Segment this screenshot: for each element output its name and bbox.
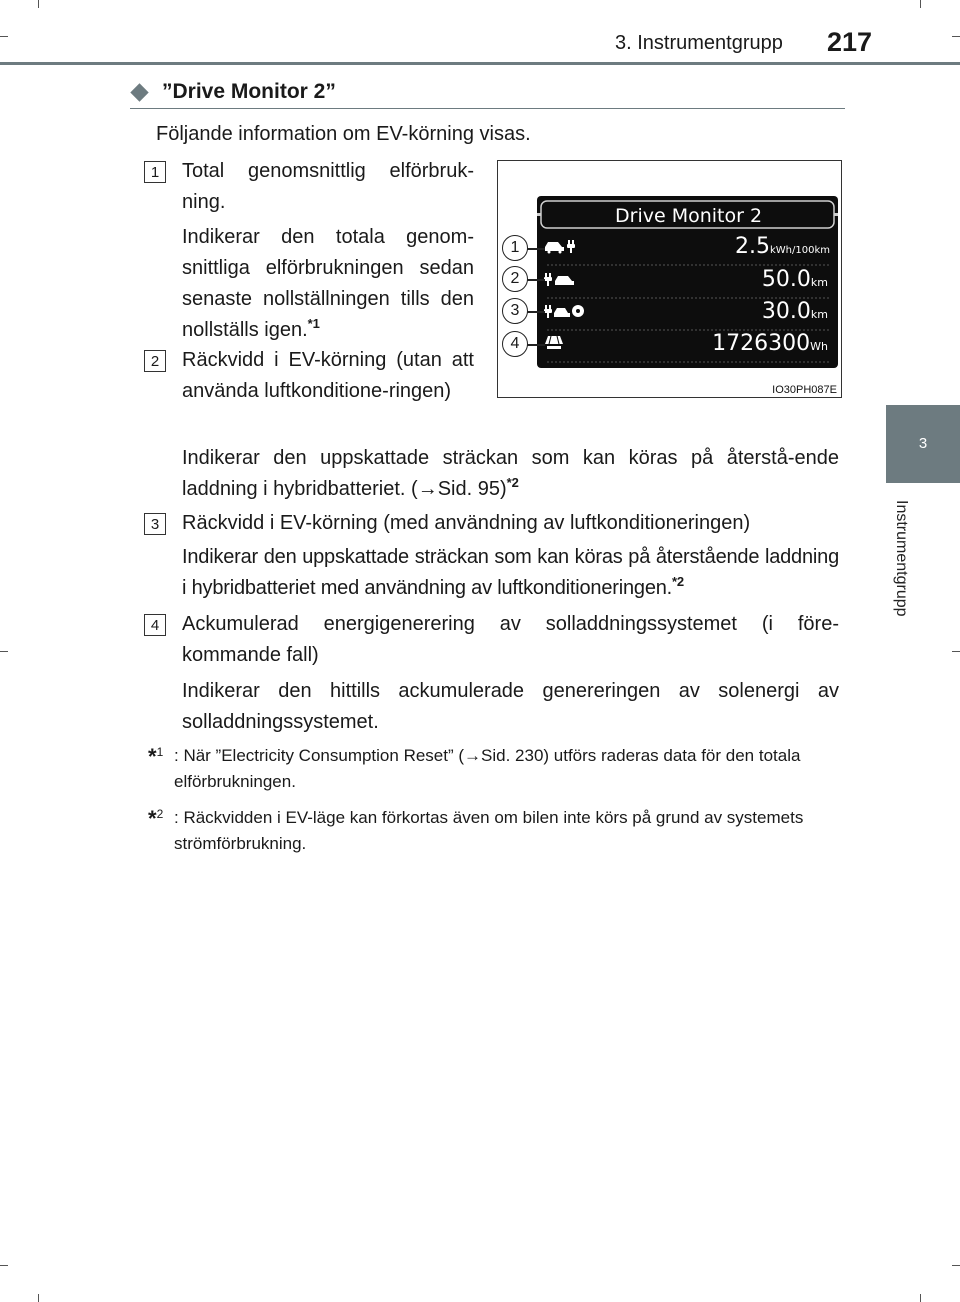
footnote-ref: *2 [506,475,519,490]
solar-panel-icon [545,336,563,349]
item-1-title: Total genomsnittlig elförbruk-ning. [182,160,474,213]
crop-mark [38,0,39,8]
section-title: ”Drive Monitor 2” [162,80,336,103]
consumption-value: 2.5 [734,234,770,259]
callout-4: 4 [502,331,528,357]
solar-energy-unit: Wh [810,340,828,353]
range-with-ac-unit: km [810,308,828,321]
crop-mark [0,36,8,37]
item-2-title: Räckvidd i EV-körning (utan att använda luftkonditione-ringen) [182,349,474,402]
consumption-unit: kWh/100km [769,245,830,256]
range-with-ac-value: 30.0 [761,299,811,324]
footnote-2-mark [148,801,163,832]
crop-mark [952,36,960,37]
item-4-description: Indikerar den hittills ackumulerade genereringen av solenergi av solladdningssystemet. [182,680,839,733]
item-number-1: 1 [144,161,166,183]
chapter-tab: 3 [886,405,960,483]
item-1-description-text: Indikerar den totala genom-snittliga elförbrukningen sedan senaste nollställningen tills den nollställs igen. [182,226,474,341]
row-4-value [712,331,828,356]
item-2-description-text: Indikerar den uppskattade sträckan som kan köras på återstå-ende laddning i hybridbatteriet. (→Sid. 95) [182,447,839,500]
section-rule [130,108,845,109]
asterisk: * [148,806,157,831]
solar-energy-value: 1726300 [712,331,811,356]
figure-id: IO30PH087E [772,384,837,396]
callout-line [527,248,545,250]
item-number-4: 4 [144,614,166,636]
footnote-index: 1 [156,745,164,759]
footnote-index: 2 [156,807,164,821]
crop-mark [920,1294,921,1302]
item-1-description [182,222,474,346]
chapter-label-text: Instrumentgrupp [893,500,910,617]
screen-title: Drive Monitor 2 [615,205,763,227]
item-2-description [182,443,839,505]
plug-car-icon [544,273,574,286]
crop-mark [38,1294,39,1302]
header-section-title: 3. Instrumentgrupp [615,32,783,54]
range-without-ac-value: 50.0 [761,267,811,292]
footnote-2 [148,805,840,857]
plug-car-fan-icon [544,305,584,318]
crop-mark [0,651,8,652]
chapter-tab-label [880,500,920,650]
footnote-ref: *2 [672,574,684,589]
callout-line [527,344,545,346]
car-plug-icon [545,240,575,254]
item-number-3: 3 [144,513,166,535]
range-without-ac-unit: km [810,276,828,289]
callout-3: 3 [502,298,528,324]
callout-line [527,311,545,313]
intro-text: Följande information om EV-körning visas. [156,123,531,145]
drive-monitor-figure [497,160,842,398]
footnote-2-text: : Räckvidden i EV-läge kan förkortas även om bilen inte körs på grund av systemets strömförbrukning. [174,808,804,853]
item-3-description [182,542,839,604]
callout-2: 2 [502,266,528,292]
row-3-value [762,299,828,324]
item-3-description-text: Indikerar den uppskattade sträckan som kan köras på återstående laddning i hybridbatteriet med användning av luftkonditioneringen. [182,546,839,599]
crop-mark [920,0,921,8]
asterisk: * [148,744,157,769]
footnote-1-mark [148,739,163,770]
page-number: 217 [827,27,873,57]
display-screen [537,196,838,368]
crop-mark [952,1265,960,1266]
row-1-value [735,234,830,259]
footnote-1 [148,743,840,795]
callout-1: 1 [502,235,528,261]
footnote-ref: *1 [307,316,320,331]
row-2-value [762,267,828,292]
item-3-title: Räckvidd i EV-körning (med användning av luftkonditioneringen) [182,512,751,534]
item-4-title: Ackumulerad energigenerering av solladdningssystemet (i före-kommande fall) [182,613,839,666]
header-rule [0,62,960,65]
section-heading [131,80,336,104]
crop-mark [952,651,960,652]
diamond-bullet-icon [130,83,148,101]
crop-mark [0,1265,8,1266]
item-number-2: 2 [144,350,166,372]
callout-line [527,279,545,281]
footnote-1-text: : När ”Electricity Consumption Reset” (→Sid. 230) utförs raderas data för den totala elförbrukningen. [174,746,801,791]
